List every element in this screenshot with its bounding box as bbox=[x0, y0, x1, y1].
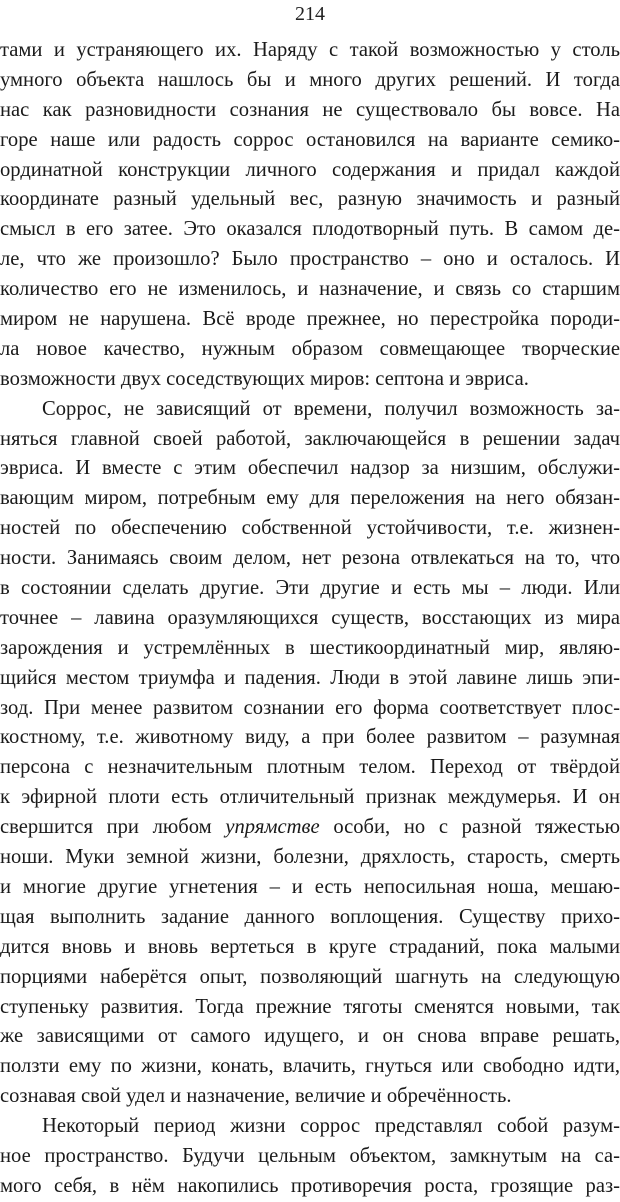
text-line: и многие другие угнетения – и есть непосильная ноша, мешаю- bbox=[0, 875, 620, 898]
text-line: костному, т.е. животному виду, а при более развитом – разумная bbox=[0, 726, 620, 749]
text-line: дится вновь и вновь вертеться в круге страданий, пока малыми bbox=[0, 935, 620, 958]
text-line: нас как разновидности сознания не существовало бы вовсе. На bbox=[0, 98, 620, 121]
text-line: ступеньку развития. Тогда прежние тяготы сменятся новыми, так bbox=[0, 995, 620, 1018]
body-text bbox=[0, 36, 620, 1202]
text-line: ле, что же произошло? Было пространство – оно и осталось. И bbox=[0, 248, 620, 271]
text-line: эвриса. И вместе с этим обеспечил надзор за низшим, обслужи- bbox=[0, 457, 620, 480]
text-line: зарождения и устремлённых в шестикоординатный мир, являю- bbox=[0, 636, 620, 659]
emphasis: упрямстве bbox=[225, 816, 320, 839]
text-line: в состоянии сделать другие. Эти другие и есть мы – люди. Или bbox=[0, 577, 620, 600]
text-line: умного объекта нашлось бы и много других решений. И тогда bbox=[0, 68, 620, 91]
text-line: щийся местом триумфа и падения. Люди в этой лавине лишь эпи- bbox=[0, 666, 620, 689]
text-line: тами и устраняющего их. Наряду с такой возможностью у столь bbox=[0, 39, 620, 61]
text-run: свершится при любом bbox=[0, 816, 226, 839]
text-line: сознавая свой удел и назначение, величие и обречённость. bbox=[0, 1085, 512, 1108]
text-line: няться главной своей работой, заключающейся в решении задач bbox=[0, 427, 620, 450]
text-line: смысл в его затее. Это оказался плодотворный путь. В самом де- bbox=[0, 218, 620, 241]
text-line: горе наше или радость соррос остановился на варианте семико- bbox=[0, 128, 620, 151]
text-run: особи, но с разной тяжестью bbox=[319, 816, 620, 839]
text-line: ползти ему по жизни, конать, влачить, гнуться или свободно идти, bbox=[0, 1055, 620, 1078]
text-line: вающим миром, потребным ему для переложения на него обязан- bbox=[0, 487, 620, 510]
text-line: ностей по обеспечению собственной устойчивости, т.е. жизнен- bbox=[0, 517, 620, 540]
text-line: ное пространство. Будучи цельным объектом, замкнутым на са- bbox=[0, 1144, 620, 1167]
text-line: Некоторый период жизни соррос представлял собой разум- bbox=[42, 1115, 620, 1138]
text-line: количество его не изменилось, и назначение, и связь со старшим bbox=[0, 278, 620, 301]
text-line: миром не нарушена. Всё вроде прежнее, но перестройка породи- bbox=[0, 308, 620, 331]
text-line: возможности двух соседствующих миров: септона и эвриса. bbox=[0, 367, 529, 390]
text-line bbox=[0, 813, 620, 843]
text-line: к эфирной плоти есть отличительный признак междумерья. И он bbox=[0, 786, 620, 809]
text-line: ности. Занимаясь своим делом, нет резона отвлекаться на то, что bbox=[0, 547, 620, 570]
text-line: же зависящими от самого идущего, и он снова вправе решать, bbox=[0, 1025, 620, 1048]
text-line: мого себя, в нём накопились противоречия роста, грозящие раз- bbox=[0, 1174, 620, 1197]
text-line: щая выполнить задание данного воплощения. Существу прихо- bbox=[0, 905, 620, 928]
text-line: точнее – лавина оразумляющихся существ, восстающих из мира bbox=[0, 606, 620, 629]
text-line: Соррос, не зависящий от времени, получил возможность за- bbox=[42, 397, 620, 420]
text-line: ординатной конструкции личного содержания и придал каждой bbox=[0, 158, 620, 181]
text-line: ноши. Муки земной жизни, болезни, дряхлость, старость, смерть bbox=[0, 846, 620, 869]
text-line: ла новое качество, нужным образом совмещающее творческие bbox=[0, 337, 620, 360]
page-number: 214 bbox=[295, 3, 325, 25]
text-line: координате разный удельный вес, разную значимость и разный bbox=[0, 188, 620, 211]
text-line: персона с незначительным плотным телом. Переход от твёрдой bbox=[0, 756, 620, 779]
text-line: зод. При менее развитом сознании его форма соответствует плос- bbox=[0, 696, 620, 719]
text-line: порциями наберётся опыт, позволяющий шагнуть на следующую bbox=[0, 965, 620, 988]
